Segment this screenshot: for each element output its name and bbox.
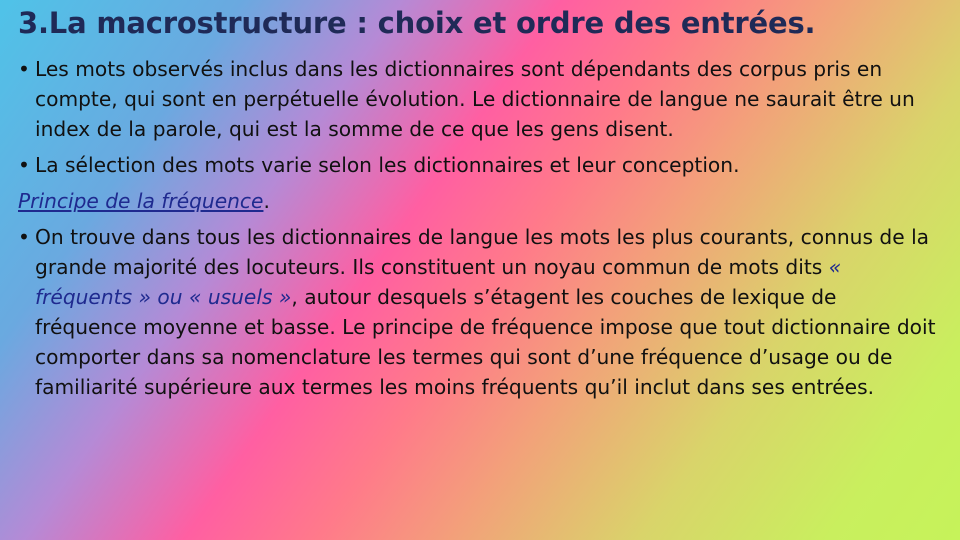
bullet-item-corpus: [18, 54, 938, 144]
slide-title: 3.La macrostructure : choix et ordre des entrées.: [18, 6, 816, 40]
principe-suffix: .: [263, 189, 270, 213]
bullet-icon: •: [18, 225, 30, 249]
bullet-text: Les mots observés inclus dans les dictionnaires sont dépendants des corpus pris en compte, qui sont en perpétuelle évolution. Le dictionnaire de langue ne saurait être un index de la parole, qui est la somme de ce que les gens disent.: [35, 57, 915, 141]
bullet-item-selection: [18, 150, 938, 180]
bullet-icon: •: [18, 153, 30, 177]
bullet-text: La sélection des mots varie selon les dictionnaires et leur conception.: [35, 153, 740, 177]
emphasis-text: « fréquents » ou « usuels »: [35, 255, 842, 309]
bullet-icon: •: [18, 57, 30, 81]
slide-content: [18, 54, 938, 408]
bullet-text-part2: , autour desquels s’étagent les couches de lexique de fréquence moyenne et basse. Le principe de fréquence impose que tout dictionnaire doit comporter dans sa nomenclature les termes qui sont d’une fréquence d’usage ou de familiarité supérieure aux termes les moins fréquents qu’il inclut dans ses entrées.: [35, 285, 936, 399]
bullet-text-part1: On trouve dans tous les dictionnaires de langue les mots les plus courants, connus de la grande majorité des locuteurs. Ils constituent un noyau commun de mots dits: [35, 225, 930, 279]
principe-heading: [18, 186, 938, 216]
bullet-item-frequence: [18, 222, 938, 402]
principe-link[interactable]: Principe de la fréquence: [18, 189, 264, 213]
